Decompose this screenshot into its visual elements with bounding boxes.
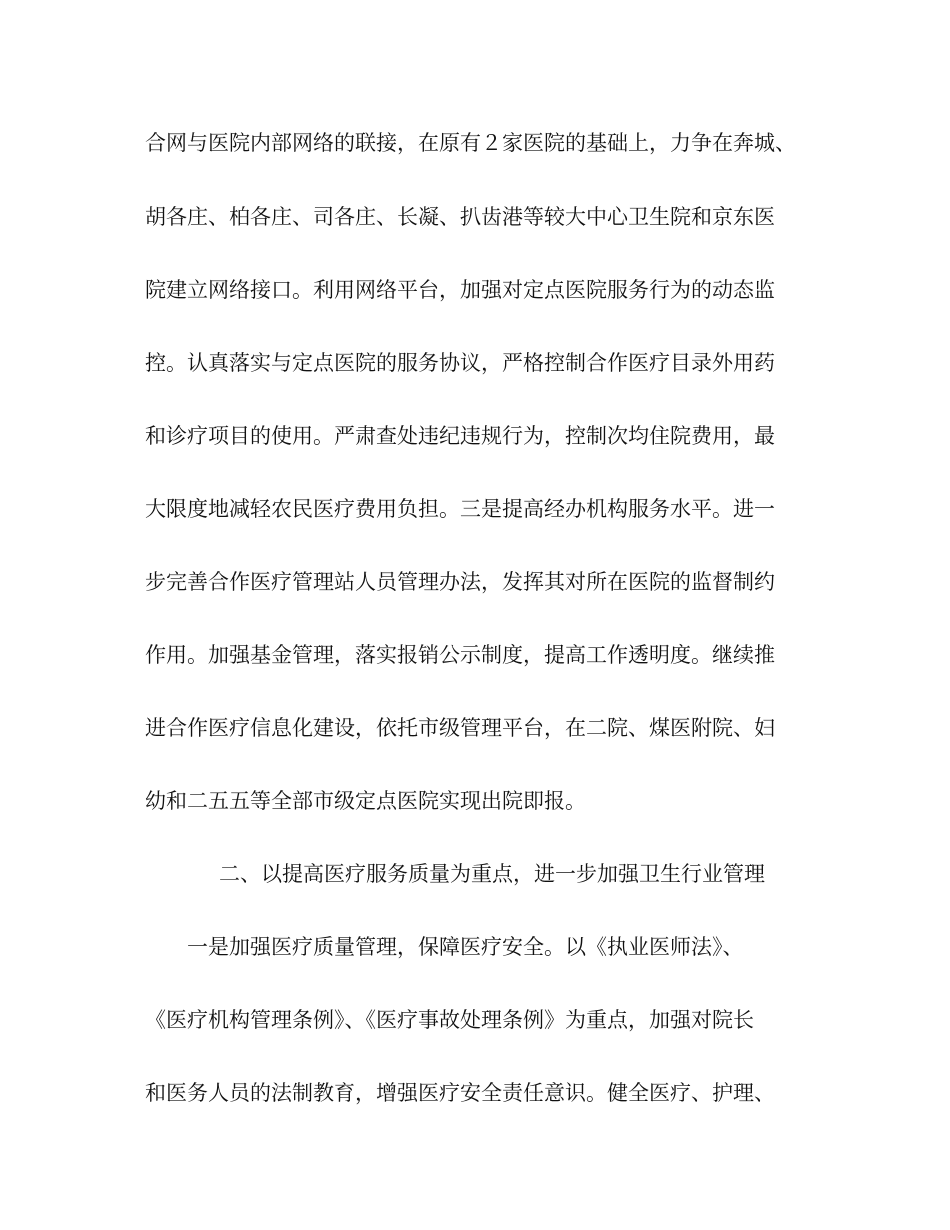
text-line: 合网与医院内部网络的联接，在原有２家医院的基础上，力争在奔城、	[145, 131, 796, 155]
text-line: 和诊疗项目的使用。严肃查处违纪违规行为，控制次均住院费用，最	[145, 424, 775, 448]
section-heading: 二、以提高医疗服务质量为重点，进一步加强卫生行业管理	[219, 862, 765, 886]
text-line: 和医务人员的法制教育，增强医疗安全责任意识。健全医疗、护理、	[145, 1081, 775, 1105]
text-line: 院建立网络接口。利用网络平台，加强对定点医院服务行为的动态监	[145, 278, 775, 302]
text-line: 进合作医疗信息化建设，依托市级管理平台，在二院、煤医附院、妇	[145, 716, 775, 740]
text-line: 控。认真落实与定点医院的服务协议，严格控制合作医疗目录外用药	[145, 351, 775, 375]
text-line: 一是加强医疗质量管理，保障医疗安全。以《执业医师法》、	[187, 935, 744, 959]
text-line: 作用。加强基金管理，落实报销公示制度，提高工作透明度。继续推	[145, 643, 775, 667]
text-line: 步完善合作医疗管理站人员管理办法，发挥其对所在医院的监督制约	[145, 570, 775, 594]
text-line: 大限度地减轻农民医疗费用负担。三是提高经办机构服务水平。进一	[145, 497, 775, 521]
text-line: 《医疗机构管理条例》、《医疗事故处理条例》为重点，加强对院长	[145, 1008, 754, 1032]
text-line: 幼和二五五等全部市级定点医院实现出院即报。	[145, 789, 586, 813]
text-line: 胡各庄、柏各庄、司各庄、长凝、扒齿港等较大中心卫生院和京东医	[145, 205, 775, 229]
